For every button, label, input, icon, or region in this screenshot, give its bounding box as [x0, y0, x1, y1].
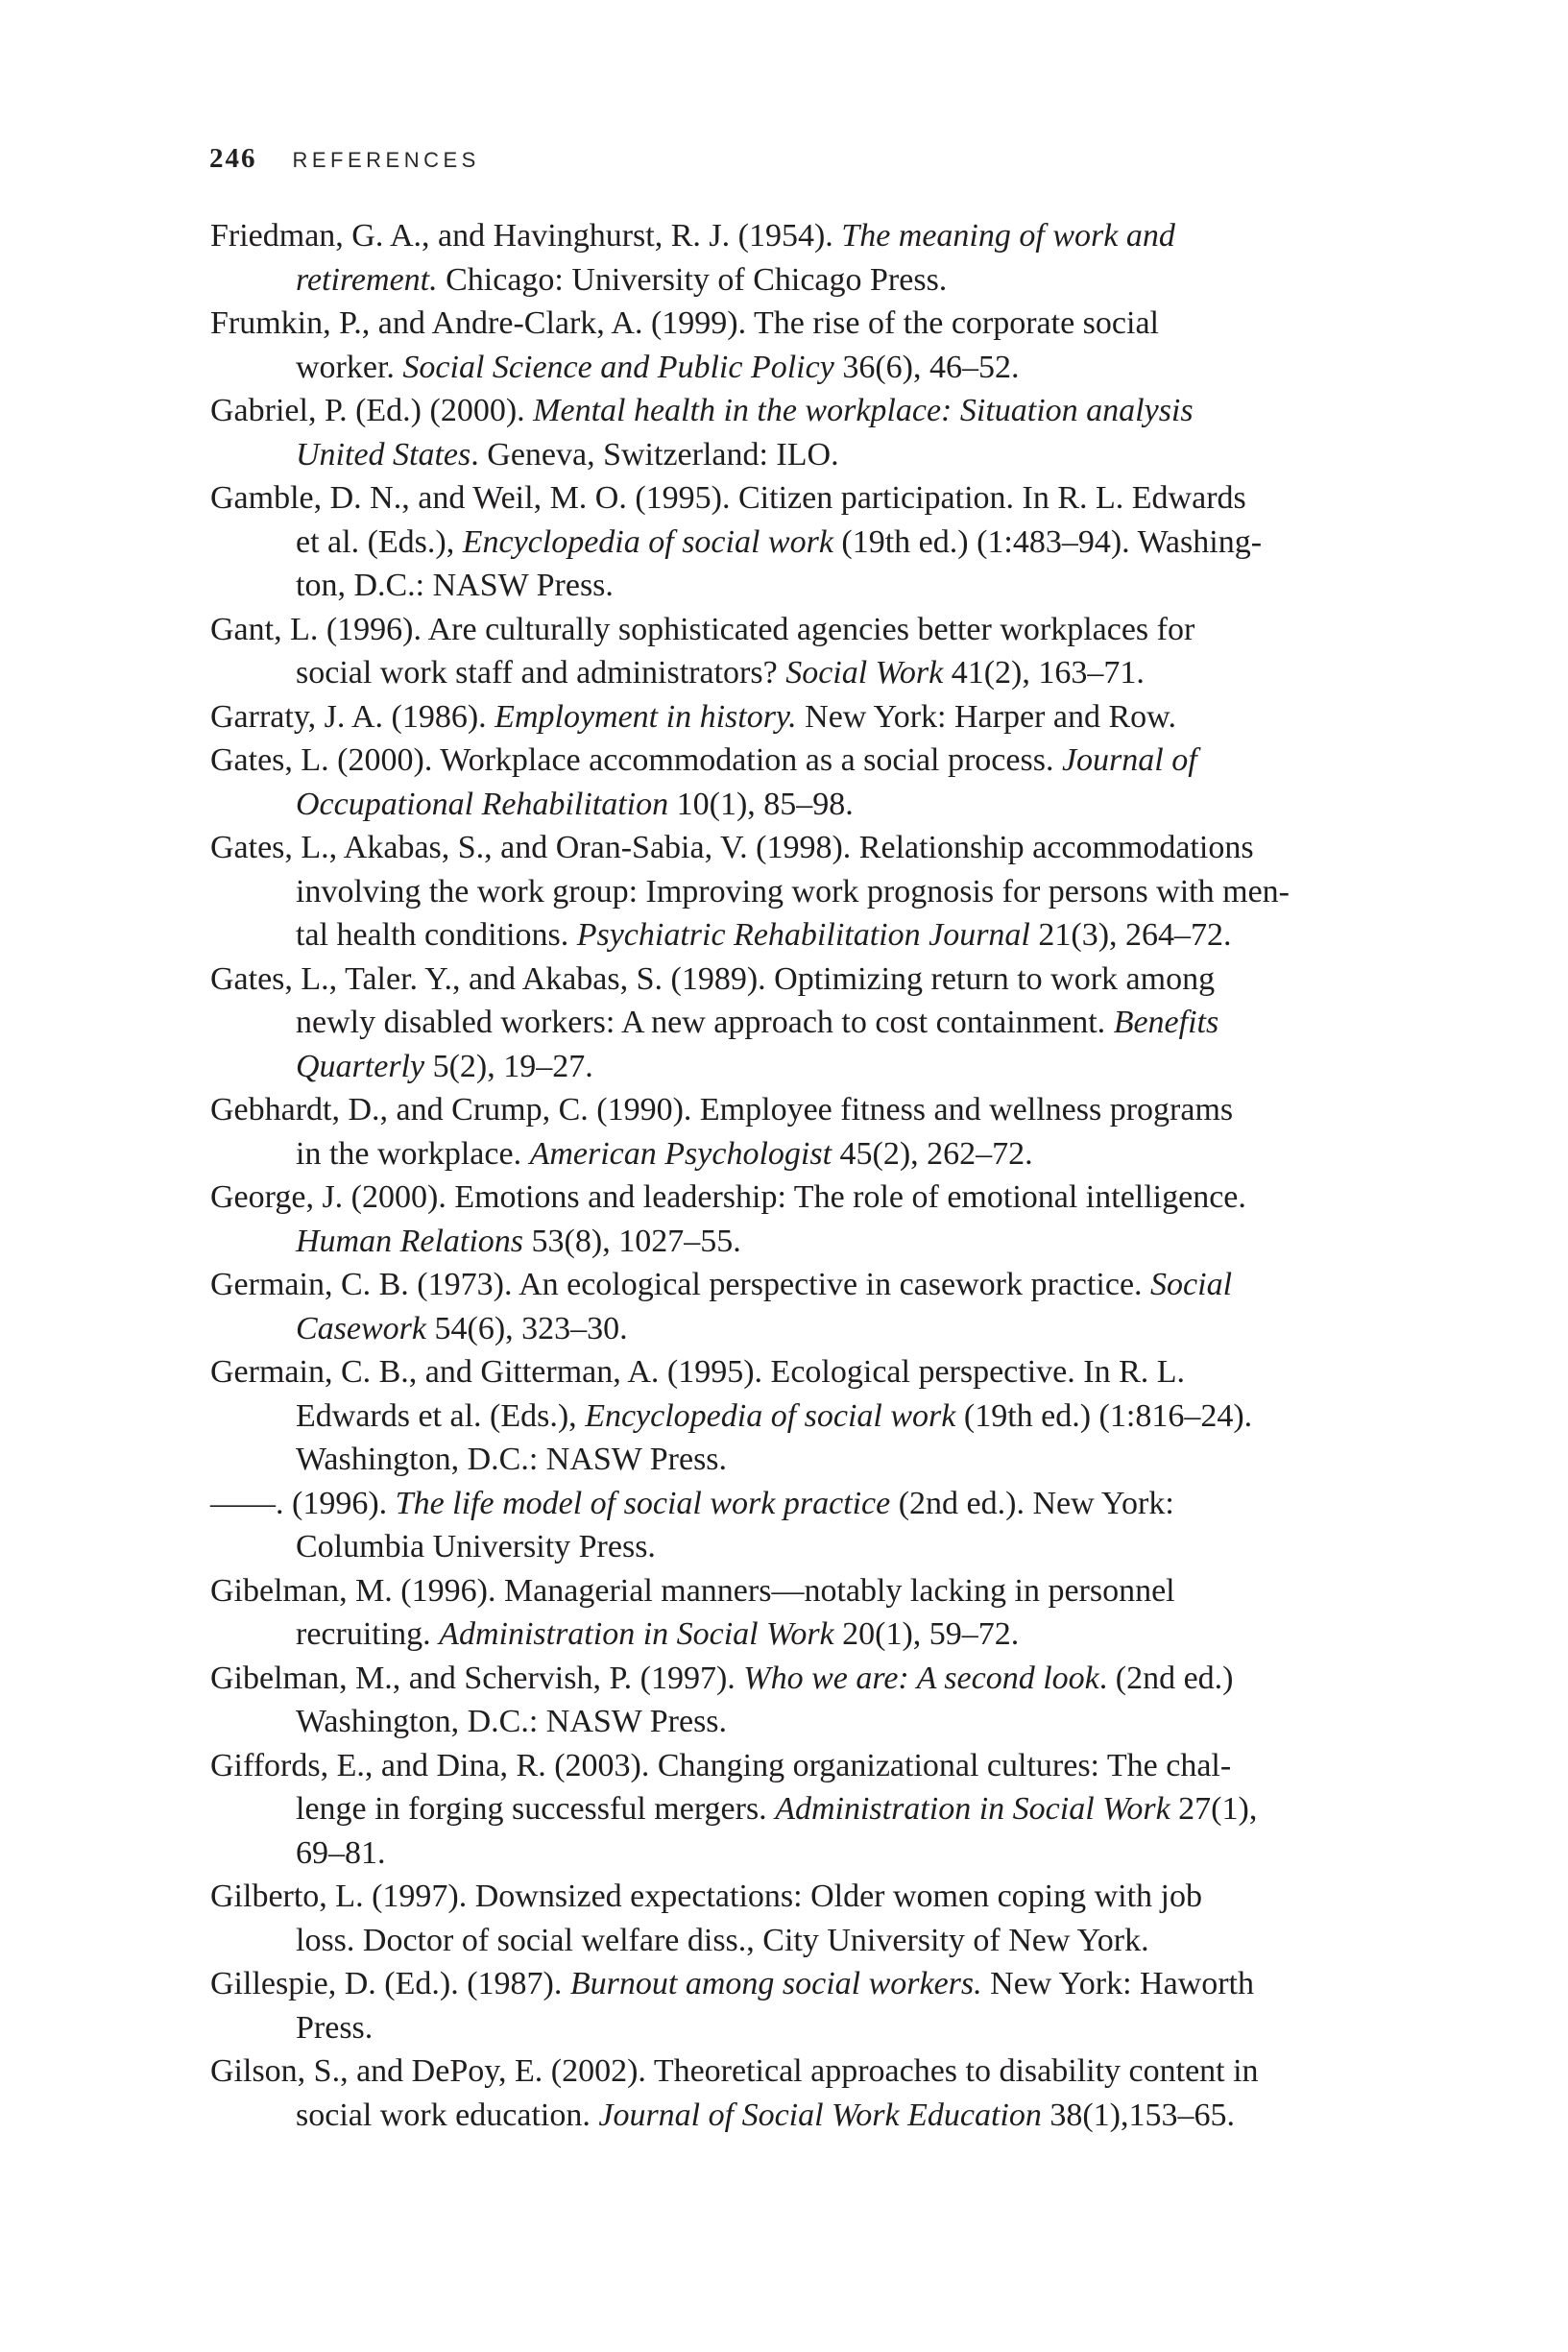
reference-text: George, J. (2000). Emotions and leadership: The role of emotional intelligence.	[210, 1179, 1246, 1215]
reference-text: New York: Haworth	[981, 1966, 1254, 2001]
reference-text: social work education.	[296, 2097, 599, 2133]
reference-text: worker.	[296, 349, 403, 385]
reference-text: Mental health in the workplace: Situation analysis	[533, 393, 1194, 428]
reference-text: 10(1), 85–98.	[668, 786, 854, 822]
reference-text: Quarterly	[296, 1048, 425, 1084]
reference-text: Gates, L., Akabas, S., and Oran-Sabia, V. (1998). Relationship accommodations	[210, 830, 1254, 865]
reference-line	[296, 1438, 1401, 1482]
page-header	[209, 143, 480, 175]
reference-line	[296, 258, 1401, 303]
reference-text: ton, D.C.: NASW Press.	[296, 568, 614, 603]
reference-line	[210, 739, 1401, 783]
reference-entry	[210, 214, 1401, 302]
reference-line	[210, 608, 1401, 652]
reference-line	[296, 913, 1401, 958]
page-number: 246	[209, 143, 257, 174]
reference-text: 45(2), 262–72.	[832, 1135, 1033, 1172]
reference-text: The meaning of work and	[841, 218, 1175, 254]
running-head: REFERENCES	[292, 148, 480, 172]
reference-line	[210, 1088, 1401, 1132]
reference-text: (2nd ed.). New York:	[890, 1485, 1174, 1521]
reference-text: lenge in forging successful mergers.	[296, 1791, 776, 1827]
reference-line	[210, 214, 1401, 258]
reference-entry	[210, 1962, 1401, 2049]
reference-line	[210, 1875, 1401, 1919]
reference-line	[296, 1787, 1401, 1831]
reference-line	[210, 302, 1401, 346]
reference-line	[210, 1962, 1401, 2006]
reference-text: 5(2), 19–27.	[424, 1048, 593, 1084]
reference-entry	[210, 1744, 1401, 1876]
reference-text: Occupational Rehabilitation	[296, 786, 669, 822]
reference-text: Gamble, D. N., and Weil, M. O. (1995). Citizen participation. In R. L. Edwards	[210, 480, 1246, 516]
reference-entry	[210, 476, 1401, 608]
reference-text: United States	[296, 436, 471, 473]
reference-text: Journal of	[1061, 742, 1197, 778]
reference-entry	[210, 1263, 1401, 1350]
reference-text: 41(2), 163–71.	[943, 655, 1145, 691]
reference-line	[296, 1001, 1401, 1045]
reference-text: Encyclopedia of social work	[462, 523, 833, 560]
reference-line	[296, 783, 1401, 827]
reference-text: (19th ed.) (1:816–24).	[955, 1397, 1253, 1434]
reference-text: 54(6), 323–30.	[426, 1310, 628, 1346]
reference-entry	[210, 1088, 1401, 1176]
reference-line	[210, 389, 1401, 433]
reference-line	[296, 564, 1401, 608]
reference-line	[210, 1657, 1401, 1701]
reference-text: (19th ed.) (1:483–94). Washing-	[832, 523, 1263, 560]
reference-text: 36(6), 46–52.	[833, 349, 1020, 385]
reference-text: Columbia University Press.	[296, 1529, 656, 1564]
reference-entry	[210, 826, 1401, 958]
reference-line	[210, 826, 1401, 870]
reference-line	[296, 1394, 1401, 1439]
reference-line	[296, 870, 1401, 914]
reference-text: Social Work	[785, 655, 944, 691]
reference-text: Gebhardt, D., and Crump, C. (1990). Employee fitness and wellness programs	[210, 1092, 1234, 1128]
reference-line	[210, 476, 1401, 521]
reference-line	[296, 1831, 1401, 1876]
reference-entry	[210, 389, 1401, 476]
references-list	[210, 214, 1401, 2137]
reference-line	[296, 2094, 1401, 2138]
reference-text: . Geneva, Switzerland: ILO.	[470, 436, 839, 473]
reference-entry	[210, 608, 1401, 695]
reference-text: Casework	[296, 1310, 426, 1346]
reference-line	[210, 1176, 1401, 1220]
reference-text: American Psychologist	[529, 1135, 832, 1172]
reference-line	[296, 433, 1401, 477]
reference-text: Gates, L., Taler. Y., and Akabas, S. (1989). Optimizing return to work among	[210, 960, 1216, 997]
reference-text: Chicago: University of Chicago Press.	[437, 261, 948, 298]
reference-line	[296, 1700, 1401, 1744]
reference-text: Psychiatric Rehabilitation Journal	[576, 917, 1030, 953]
reference-text: Human Relations	[296, 1223, 524, 1259]
reference-text: . (2nd ed.)	[1098, 1660, 1234, 1696]
reference-entry	[210, 1482, 1401, 1569]
reference-text: 20(1), 59–72.	[833, 1616, 1020, 1652]
reference-text: 27(1),	[1170, 1791, 1258, 1827]
reference-text: involving the work group: Improving work prognosis for persons with men-	[296, 873, 1290, 909]
reference-text: Encyclopedia of social work	[585, 1397, 956, 1434]
reference-entry	[210, 1875, 1401, 1962]
reference-text: Who we are: A second look	[743, 1660, 1099, 1696]
reference-text: Washington, D.C.: NASW Press.	[296, 1442, 728, 1477]
reference-text: Social Science and Public Policy	[402, 349, 834, 385]
reference-text: 38(1),153–65.	[1041, 2097, 1235, 2133]
reference-line	[210, 1350, 1401, 1394]
reference-line	[296, 1045, 1401, 1089]
reference-text: Germain, C. B., and Gitterman, A. (1995). Ecological perspective. In R. L.	[210, 1354, 1186, 1390]
reference-text: Friedman, G. A., and Havinghurst, R. J. (1954).	[210, 218, 842, 254]
reference-line	[210, 1569, 1401, 1613]
reference-text: Gates, L. (2000). Workplace accommodation as a social process.	[210, 742, 1062, 778]
reference-text: loss. Doctor of social welfare diss., City University of New York.	[296, 1922, 1149, 1958]
reference-entry	[210, 1657, 1401, 1744]
reference-line	[210, 1744, 1401, 1788]
reference-line	[296, 1612, 1401, 1657]
reference-line	[210, 958, 1401, 1002]
reference-entry	[210, 1569, 1401, 1657]
reference-text: Journal of Social Work Education	[598, 2097, 1042, 2133]
reference-line	[296, 346, 1401, 390]
reference-line	[210, 1263, 1401, 1307]
reference-entry	[210, 695, 1401, 740]
reference-text: Gilberto, L. (1997). Downsized expectations: Older women coping with job	[210, 1879, 1202, 1914]
reference-text: Social	[1150, 1267, 1233, 1302]
reference-text: Gabriel, P. (Ed.) (2000).	[210, 393, 534, 428]
reference-entry	[210, 1350, 1401, 1482]
reference-text: Benefits	[1113, 1005, 1219, 1040]
reference-text: Washington, D.C.: NASW Press.	[296, 1704, 728, 1739]
reference-text: Garraty, J. A. (1986).	[210, 698, 495, 735]
reference-entry	[210, 2049, 1401, 2137]
reference-entry	[210, 739, 1401, 826]
reference-text: Press.	[296, 2009, 374, 2046]
reference-text: Edwards et al. (Eds.),	[296, 1397, 586, 1434]
reference-line	[210, 2049, 1401, 2094]
reference-line	[296, 521, 1401, 565]
reference-text: in the workplace.	[296, 1135, 530, 1172]
reference-text: Administration in Social Work	[439, 1616, 834, 1652]
reference-text: 69–81.	[296, 1834, 386, 1871]
reference-line	[210, 695, 1401, 740]
reference-text: Gilson, S., and DePoy, E. (2002). Theoretical approaches to disability content in	[210, 2053, 1259, 2089]
reference-text: Administration in Social Work	[775, 1791, 1170, 1827]
reference-text: Giffords, E., and Dina, R. (2003). Changing organizational cultures: The chal-	[210, 1747, 1232, 1783]
reference-text: newly disabled workers: A new approach to cost containment.	[296, 1005, 1114, 1040]
reference-text: Frumkin, P., and Andre-Clark, A. (1999). The rise of the corporate social	[210, 305, 1159, 341]
reference-entry	[210, 1176, 1401, 1263]
reference-text: Gibelman, M. (1996). Managerial manners—notably lacking in personnel	[210, 1572, 1175, 1609]
reference-text: The life model of social work practice	[395, 1485, 891, 1521]
reference-line	[296, 1525, 1401, 1569]
reference-text: 53(8), 1027–55.	[523, 1223, 741, 1259]
reference-text: Gillespie, D. (Ed.). (1987).	[210, 1966, 570, 2001]
reference-text: 21(3), 264–72.	[1029, 917, 1232, 953]
reference-text: et al. (Eds.),	[296, 523, 463, 560]
reference-text: ——. (1996).	[210, 1485, 396, 1521]
reference-text: Employment in history.	[495, 698, 797, 735]
reference-entry	[210, 302, 1401, 389]
reference-text: social work staff and administrators?	[296, 655, 786, 691]
reference-text: Gibelman, M., and Schervish, P. (1997).	[210, 1660, 744, 1696]
reference-text: retirement.	[296, 261, 438, 298]
reference-text: Burnout among social workers.	[569, 1966, 982, 2001]
reference-entry	[210, 958, 1401, 1089]
reference-text: recruiting.	[296, 1616, 440, 1652]
reference-text: Gant, L. (1996). Are culturally sophisticated agencies better workplaces for	[210, 611, 1195, 647]
reference-line	[296, 1919, 1401, 1963]
reference-text: Germain, C. B. (1973). An ecological perspective in casework practice.	[210, 1267, 1151, 1302]
reference-line	[296, 1220, 1401, 1264]
reference-text: tal health conditions.	[296, 917, 577, 953]
reference-line	[296, 2006, 1401, 2050]
reference-line	[210, 1482, 1401, 1526]
reference-line	[296, 1132, 1401, 1176]
reference-text: New York: Harper and Row.	[796, 698, 1176, 735]
reference-line	[296, 1307, 1401, 1351]
reference-line	[296, 651, 1401, 695]
